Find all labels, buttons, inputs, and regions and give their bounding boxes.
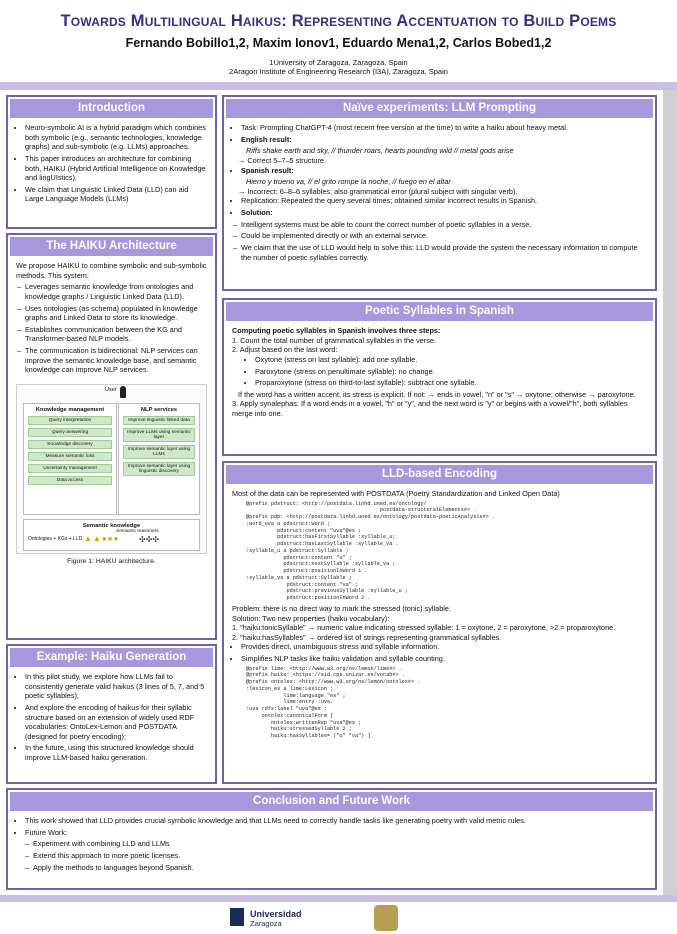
intro-item: • We claim that Linguistic Linked Data (LLD) can aid Large Language Models (LLMs) <box>25 185 207 204</box>
lld-title: LLD-based Encoding <box>226 465 653 484</box>
km-item: Measure semantic loss <box>28 452 112 461</box>
university-city: Zaragoza <box>250 919 282 928</box>
sk-left-label: Ontologies + KGs + LLD <box>28 535 83 542</box>
postdata-code: @prefix pdstruct: <http://postdata.linhd.uned.es/ontology/ postdata-structuralElements#> . @prefix pdp: <http://postdata.linhd.uned.es/ontology/postdata-poeticAnalysis#> . :word_uva a pdstruct:Word ; pdstruct:content "uva"@es ; pdstruct:hasFirstSyllable :syllable_u; pdstruct:hasLastSyllable :syllable_va . :syllable_u a pdstruct:Syllable ; pdstruct:content "u" ; pdstruct:nextSyllable :syllable_va ; pdstruct:positionInWord 1 . :syllable_va a pdstruct:Syllable ; pdstruct:content "va" ; pdstruct:previousSyllable :syllable_u ; pdstruct:positionInWord 2 . <box>246 500 496 602</box>
figure-caption: Figure 1: HAIKU architecture. <box>67 557 156 565</box>
semantic-knowledge-box <box>23 519 200 551</box>
architecture-lead: We propose HAIKU to combine symbolic and sub-symbolic methods. This system: <box>16 261 207 280</box>
affiliation-2: 2Aragon Institute of Engineering Research (I3A), Zaragoza, Spain <box>229 67 448 76</box>
poster-title: Towards Multilingual Haikus: Representing Accentuation to Build Poems <box>60 12 617 30</box>
syllables-title: Poetic Syllables in Spanish <box>226 302 653 321</box>
future-work-label: • Future Work: <box>25 828 647 838</box>
intro-item: • Neuro-symbolic AI is a hybrid paradigm which combines both symbolic (e.g., semantic technologies, knowledge graphs) and sub-symbolic (e.g. LLMs) approaches. <box>25 123 207 152</box>
user-label: User <box>105 386 117 393</box>
naive-experiments-section <box>222 95 657 291</box>
affiliation-1: 1University of Zaragoza, Zaragoza, Spain <box>269 58 408 67</box>
nlp-item: Improve semantic layer using LLMs <box>123 445 195 459</box>
poetic-syllables-section <box>222 298 657 456</box>
intro-section <box>6 95 217 229</box>
university-shield-icon <box>230 908 244 926</box>
spanish-label: Spanish result: <box>241 165 294 175</box>
naive-title: Naïve experiments: LLM Prompting <box>226 99 653 118</box>
lld-property-1: 1. "haiku:tonicSyllable" → numeric value indicating stressed syllable: 1 = oxytone, 2 = paroxytone, >2 = proparoxytone. <box>232 623 616 633</box>
solution-label: Solution: <box>241 208 273 217</box>
architecture-item: – Uses ontologies (as schema) populated in knowledge graphs and Linked Data to store its knowledge. <box>25 304 207 323</box>
university-logo <box>250 909 302 928</box>
spanish-haiku: Hierro y trueno va, // el grito rompe la noche, // fuego en el altar <box>246 177 451 187</box>
poster-header <box>0 0 677 84</box>
graph-icon: ▲▲●●● <box>84 533 120 543</box>
km-item: Data access <box>28 476 112 485</box>
lld-encoding-section <box>222 461 657 784</box>
solution-item: – Could be implemented directly or with an external service. <box>241 231 647 241</box>
header-divider <box>0 82 677 90</box>
solution-item: – We claim that the use of LLD would help to solve this: LLD would provide the system the necessary information to compute the number of poetic syllables correctly. <box>241 243 647 262</box>
nlp-item: Improve linguistic linked data <box>123 416 195 425</box>
knowledge-management-box <box>23 403 117 515</box>
km-item: Knowledge discovery <box>28 440 112 449</box>
author-list: Fernando Bobillo1,2, Maxim Ionov1, Eduardo Mena1,2, Carlos Bobed1,2 <box>125 36 552 50</box>
lld-problem: Problem: there is no direct way to mark the stressed (tonic) syllable. <box>232 603 451 613</box>
user-icon <box>120 386 126 398</box>
km-title: Knowledge management <box>35 406 105 413</box>
future-work-item: – Experiment with combining LLD and LLMs <box>33 839 647 849</box>
architecture-title: The HAIKU Architecture <box>10 237 213 256</box>
institute-emblem-icon <box>374 905 398 931</box>
syllable-rule: • Oxytone (stress on last syllable): add one syllable. <box>255 355 647 365</box>
intro-title: Introduction <box>10 99 213 118</box>
lld-solution: Solution: Two new properties (haiku vocabulary): <box>232 613 390 623</box>
conclusion-text: • This work showed that LLD provides crucial symbolic knowledge and that LLMs need to correctly handle tasks like generating poetry with valid metric rules. <box>25 816 647 826</box>
future-work-item: – Apply the methods to languages beyond Spanish. <box>33 863 647 873</box>
conclusion-title: Conclusion and Future Work <box>10 792 653 811</box>
architecture-item: – Leverages semantic knowledge from ontologies and knowledge graphs / Linguistic Linked Data (LLD). <box>25 282 207 301</box>
example-section <box>6 644 217 784</box>
km-item: Query interpretation <box>28 416 112 425</box>
nlp-item: Improve LLMs using semantic layer <box>123 428 195 442</box>
naive-task: • Task: Prompting ChatGPT-4 (most recent free version at the time) to write a haiku about heavy metal. <box>241 123 647 133</box>
lld-benefit: • Provides direct, unambiguous stress and syllable information. <box>241 642 647 652</box>
english-eval: → Correct 5–7–5 structure. <box>238 155 327 165</box>
km-item: Query answering <box>28 428 112 437</box>
lld-benefit: • Simplifies NLP tasks like haiku validation and syllable counting. <box>241 654 647 664</box>
university-name: Universidad <box>250 909 302 919</box>
architecture-item: – Establishes communication between the KG and Transformer-based NLP models. <box>25 325 207 344</box>
architecture-item: – The communication is bidirectional: NLP services can improve the semantic knowledge base, and semantic knowledge can improve NLP services. <box>25 346 207 375</box>
km-item: Uncertainty management <box>28 464 112 473</box>
syllables-note: If the word has a written accent, its stress is explicit. If not: → ends in vowel, "n" or "s" → oxytone; otherwise → paroxytone. <box>238 389 636 399</box>
network-icon: ✣✣✣ <box>139 534 160 544</box>
example-item: • In this pilot study, we explore how LLMs fail to consistently generate valid haikus (3 lines of 5, 7, and 5 poetic syllables); <box>25 672 207 701</box>
future-work-item: – Extend this approach to more poetic licenses. <box>33 851 647 861</box>
syllable-rule: • Paroxytone (stress on penultimate syllable): no change. <box>255 367 647 377</box>
nlp-title: NLP services <box>140 406 178 413</box>
scrollbar[interactable] <box>663 90 677 895</box>
intro-item: • This paper introduces an architecture for combining both, HAIKU (Hybrid Artificial Intelligence on Knowledge and lingUIstics). <box>25 154 207 183</box>
lld-property-2: 2. "haiku:hasSyllables" → ordered list of strings representing grammatical syllables. <box>232 632 502 642</box>
syllables-step2: 2. Adjust based on the last word: <box>232 345 338 355</box>
nlp-services-box <box>118 403 200 515</box>
syllables-step3: 3. Apply synalephas: If a word ends in a vowel, "h" or "y", and the next word is "y" or begins with a vowel/"h", both syllables merge into one. <box>232 399 628 418</box>
example-title: Example: Haiku Generation <box>10 648 213 667</box>
example-item: • And explore the encoding of haikus for their syllabic structure based on an extension of widely used RDF vocabularies: OntoLex-Lemon and POSTDATA (designed for poetry encoding); <box>25 703 207 742</box>
sk-title: Semantic knowledge <box>82 522 141 529</box>
nlp-item: Improve semantic layer using linguistic discovery <box>123 462 195 476</box>
english-label: English result: <box>241 134 292 144</box>
spanish-eval: → Incorrect: 6–8–6 syllables; also grammatical error (plural subject with singular verb). <box>238 186 518 196</box>
architecture-figure <box>16 384 207 554</box>
syllable-rule: • Proparoxytone (stress on third-to-last syllable): subtract one syllable. <box>255 378 647 388</box>
conclusion-section <box>6 788 657 890</box>
syllables-step1: 1. Count the total number of grammatical syllables in the verse. <box>232 335 437 345</box>
english-haiku: Riffs shake earth and sky, // thunder roars, hearts pounding wild // metal gods arise <box>246 146 514 156</box>
footer-divider <box>0 895 677 902</box>
syllables-lead: Computing poetic syllables in Spanish involves three steps: <box>232 326 441 335</box>
lld-lead: Most of the data can be represented with POSTDATA (Poetry Standardization and Linked Open Data) <box>232 489 560 498</box>
solution-item: – Intelligent systems must be able to count the correct number of poetic syllables in a verse. <box>241 220 647 230</box>
example-item: • In the future, using this structured knowledge should improve LLM-based haiku generation. <box>25 743 207 762</box>
architecture-section <box>6 233 217 640</box>
sk-reasoners: Semantic reasoners <box>116 528 159 534</box>
replication: • Replication: Repeated the query several times; obtained similar incorrect results in Spanish. <box>241 196 647 206</box>
haiku-code: @prefix lime: <http://www.w3.org/ns/lemon/lime#> . @prefix haiku: <https://sid.cps.unizar.es/vocab#> . @prefix ontolex: <http://www.w3.org/ns/lemon/ontolex#> . :lexicon_es a lime:Lexicon ; lime:language "es" ; lime:entry :uva. :uva rdfs:label "uva"@es ; ontolex:canonicalForm [ ontolex:writtenRep "uva"@es ; haiku:stressedSyllable 2 ; haiku:hasSyllables= ("u" "va") ] <box>246 665 421 740</box>
